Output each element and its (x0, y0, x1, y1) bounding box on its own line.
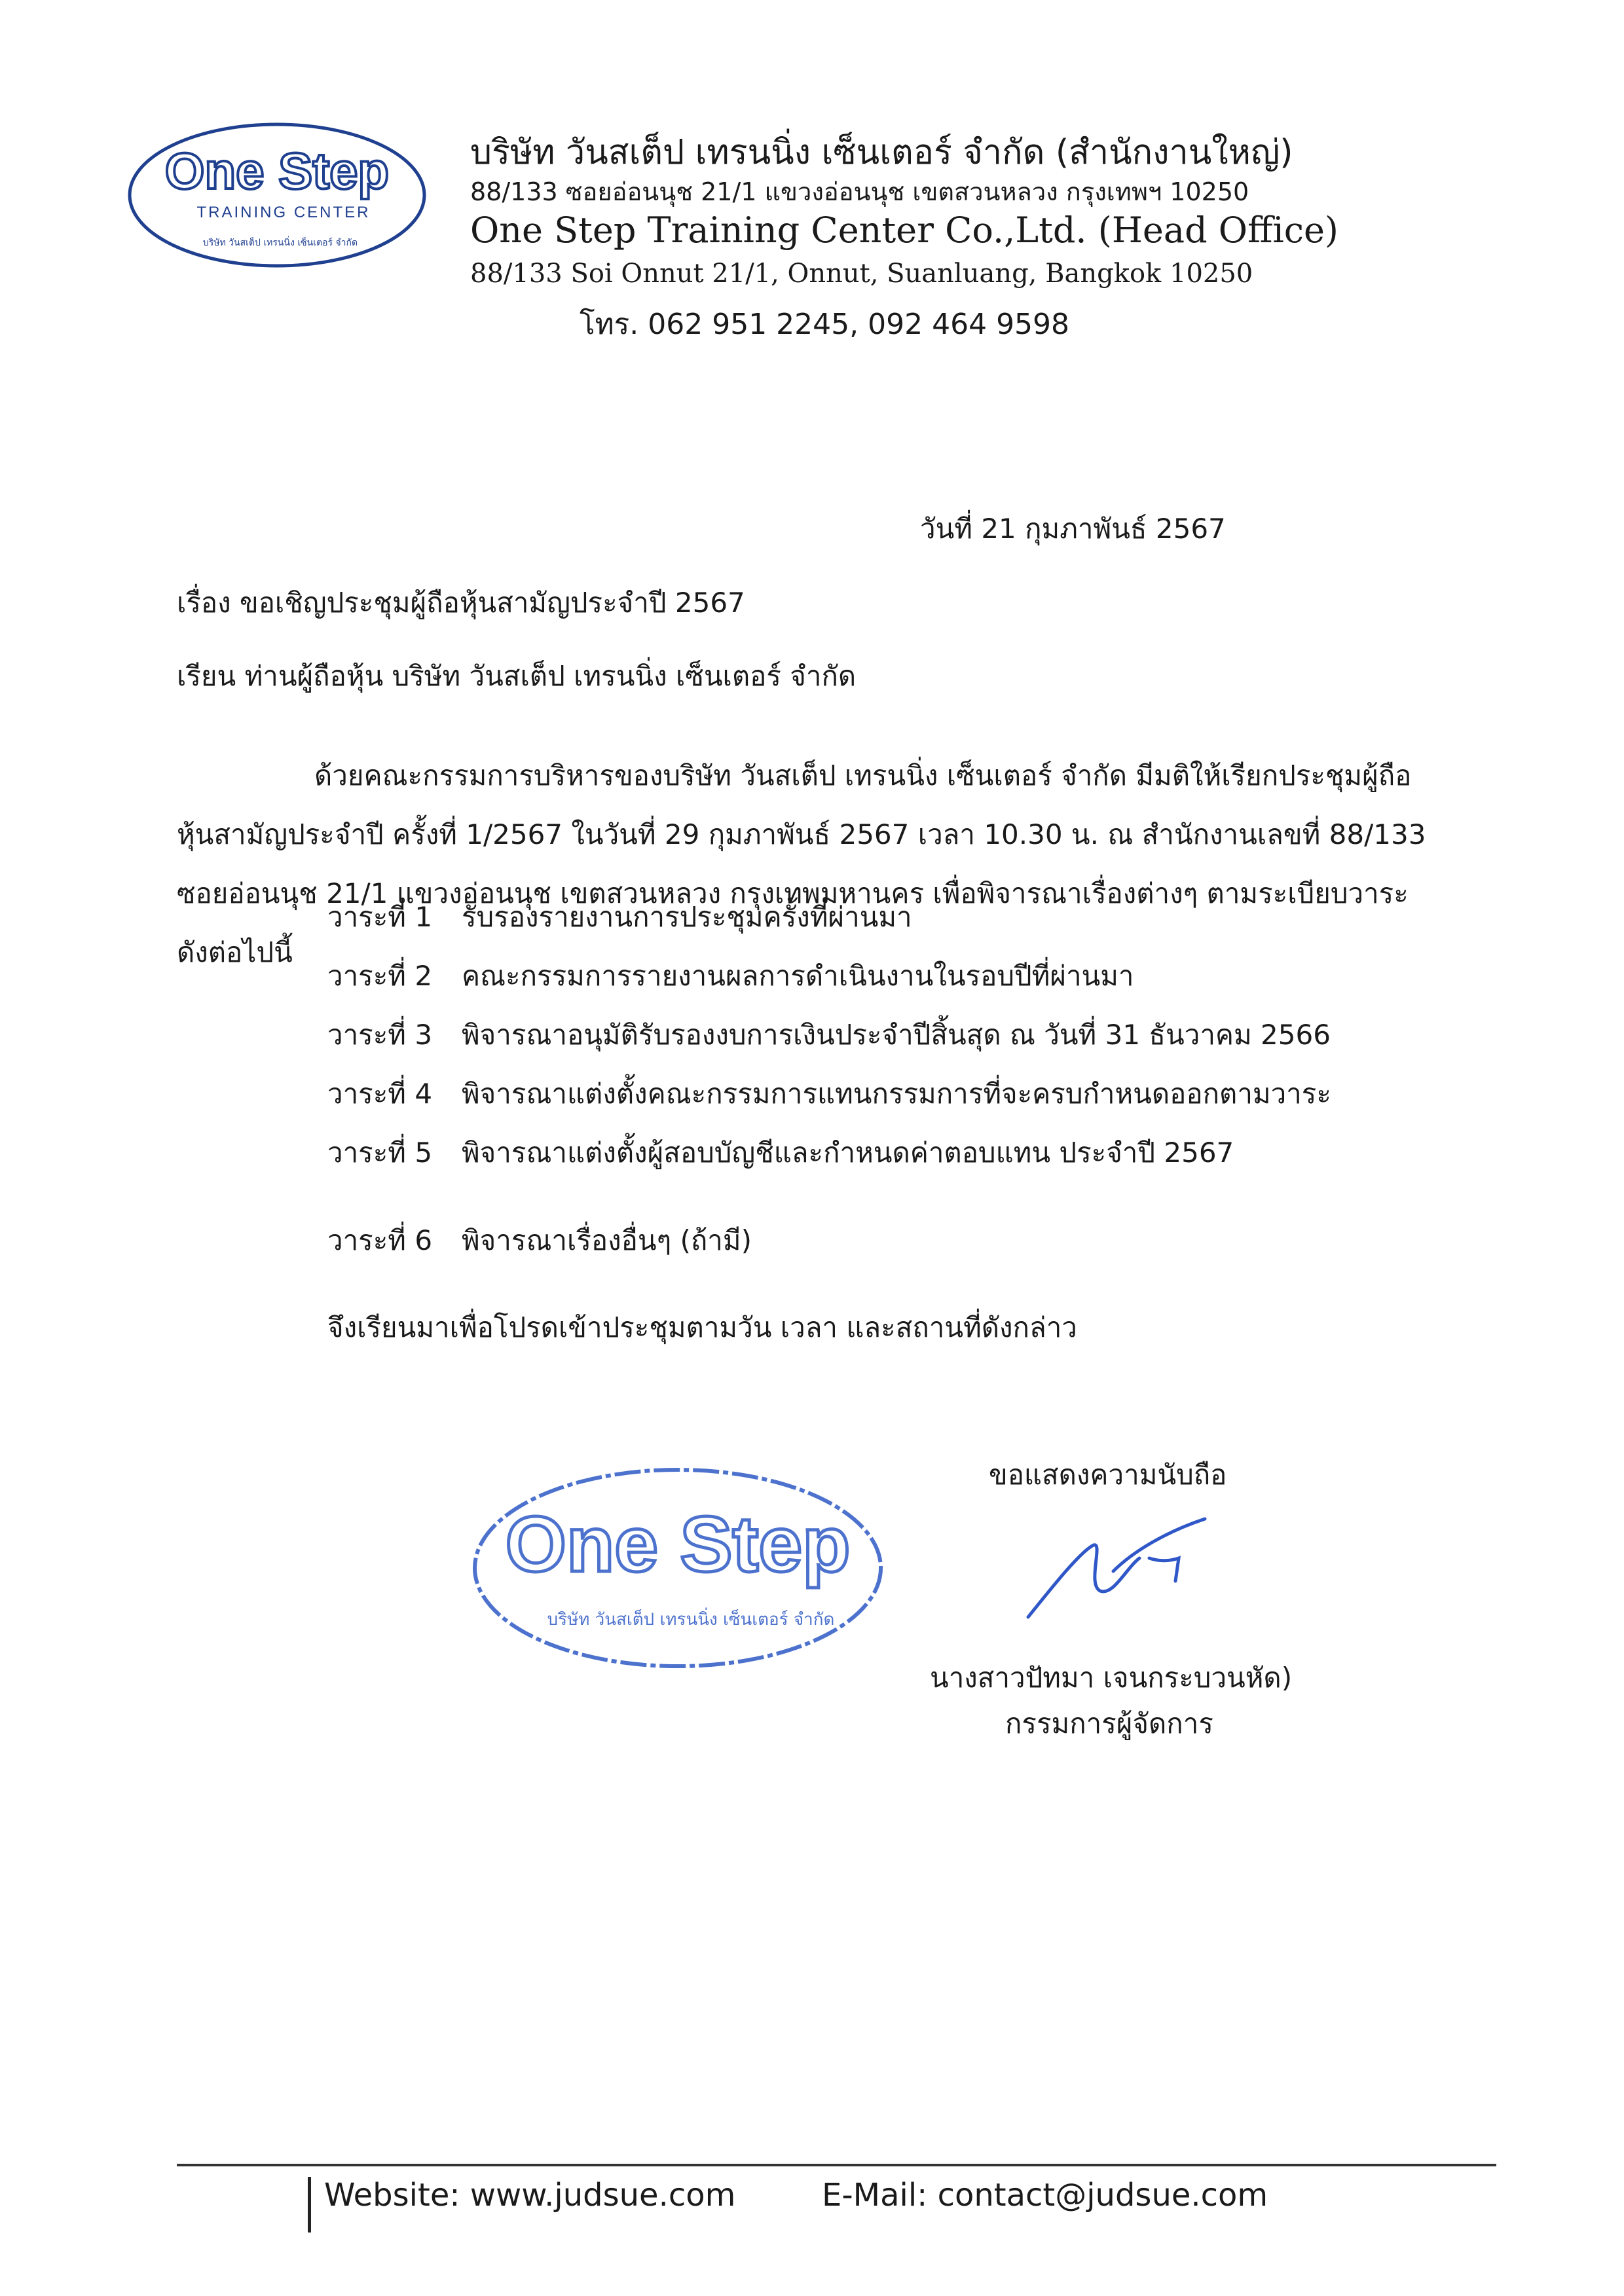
letter-salutation: เรียน ท่านผู้ถือหุ้น บริษัท วันสเต็ป เทรนนิ่ง เซ็นเตอร์ จำกัด (177, 660, 857, 692)
body-line: ซอยอ่อนนุช 21/1 แขวงอ่อนนุช เขตสวนหลวง กรุงเทพมหานคร เพื่อพิจารณาเรื่องต่างๆ ตามระเบียบวาระ (177, 877, 1409, 909)
stamp-thai-name: บริษัท วันสเต็ป เทรนนิ่ง เซ็นเตอร์ จำกัด (547, 1610, 835, 1630)
footer-bar (308, 2177, 311, 2232)
agenda-item (327, 955, 1134, 998)
agenda-text: พิจารณาแต่งตั้งผู้สอบบัญชีและกำหนดค่าตอบแทน ประจำปี 2567 (462, 1137, 1234, 1169)
agenda-text: พิจารณาเรื่องอื่นๆ (ถ้ามี) (462, 1224, 752, 1256)
agenda-number: วาระที่ 1 (327, 901, 433, 933)
handwritten-signature (1015, 1506, 1211, 1637)
logo-wordmark: One Step (164, 142, 390, 200)
agenda-item (327, 896, 912, 939)
company-stamp (462, 1460, 894, 1676)
company-logo (123, 118, 431, 275)
agenda-item (327, 1072, 1331, 1116)
company-address-thai: 88/133 ซอยอ่อนนุช 21/1 แขวงอ่อนนุช เขตสวนหลวง กรุงเทพฯ 10250 (470, 177, 1249, 206)
logo-thai-name: บริษัท วันสเต็ป เทรนนิ่ง เซ็นเตอร์ จำกัด (202, 238, 358, 248)
agenda-item (327, 1131, 1234, 1175)
logo-tagline: TRAINING CENTER (196, 204, 371, 221)
agenda-number: วาระที่ 4 (327, 1078, 433, 1110)
agenda-item (327, 1013, 1331, 1057)
agenda-text: พิจารณาแต่งตั้งคณะกรรมการแทนกรรมการที่จะครบกำหนดออกตามวาระ (462, 1078, 1331, 1110)
agenda-number: วาระที่ 5 (327, 1137, 433, 1169)
agenda-text: รับรองรายงานการประชุมครั้งที่ผ่านมา (462, 901, 912, 933)
agenda-number: วาระที่ 6 (327, 1224, 433, 1256)
footer-email: E-Mail: contact@judsue.com (822, 2177, 1268, 2214)
company-phone: โทร. 062 951 2245, 092 464 9598 (580, 308, 1070, 341)
footer-divider (177, 2164, 1496, 2166)
agenda-number: วาระที่ 3 (327, 1019, 433, 1051)
letter-regards: ขอแสดงความนับถือ (989, 1459, 1227, 1491)
agenda-number: วาระที่ 2 (327, 960, 433, 992)
letter-body (177, 746, 1460, 982)
letter-subject: เรื่อง ขอเชิญประชุมผู้ถือหุ้นสามัญประจำปี 2567 (177, 587, 745, 619)
agenda-text: คณะกรรมการรายงานผลการดำเนินงานในรอบปีที่ผ่านมา (462, 960, 1134, 992)
company-name-thai: บริษัท วันสเต็ป เทรนนิ่ง เซ็นเตอร์ จำกัด (สำนักงานใหญ่) (470, 133, 1293, 172)
stamp-wordmark: One Step (505, 1501, 851, 1588)
footer-website: Website: www.judsue.com (324, 2177, 736, 2214)
signer-title: กรรมการผู้จัดการ (1005, 1707, 1213, 1740)
body-line: ดังต่อไปนี้ (177, 936, 293, 968)
signer-name: นางสาวปัทมา เจนกระบวนหัด) (930, 1662, 1293, 1694)
letter-date: วันที่ 21 กุมภาพันธ์ 2567 (920, 513, 1226, 545)
body-line: ด้วยคณะกรรมการบริหารของบริษัท วันสเต็ป เทรนนิ่ง เซ็นเตอร์ จำกัด มีมติให้เรียกประชุมผู้ถือ (314, 759, 1412, 792)
company-address-english: 88/133 Soi Onnut 21/1, Onnut, Suanluang, Bangkok 10250 (470, 259, 1253, 289)
company-name-english: One Step Training Center Co.,Ltd. (Head Office) (470, 210, 1338, 251)
agenda-text: พิจารณาอนุมัติรับรองงบการเงินประจำปีสิ้นสุด ณ วันที่ 31 ธันวาคม 2566 (462, 1019, 1331, 1051)
letter-closing: จึงเรียนมาเพื่อโปรดเข้าประชุมตามวัน เวลา และสถานที่ดังกล่าว (327, 1311, 1077, 1343)
body-line: หุ้นสามัญประจำปี ครั้งที่ 1/2567 ในวันที่ 29 กุมภาพันธ์ 2567 เวลา 10.30 น. ณ สำนักงานเลขที่ 88/133 (177, 818, 1426, 850)
agenda-item (327, 1219, 752, 1262)
